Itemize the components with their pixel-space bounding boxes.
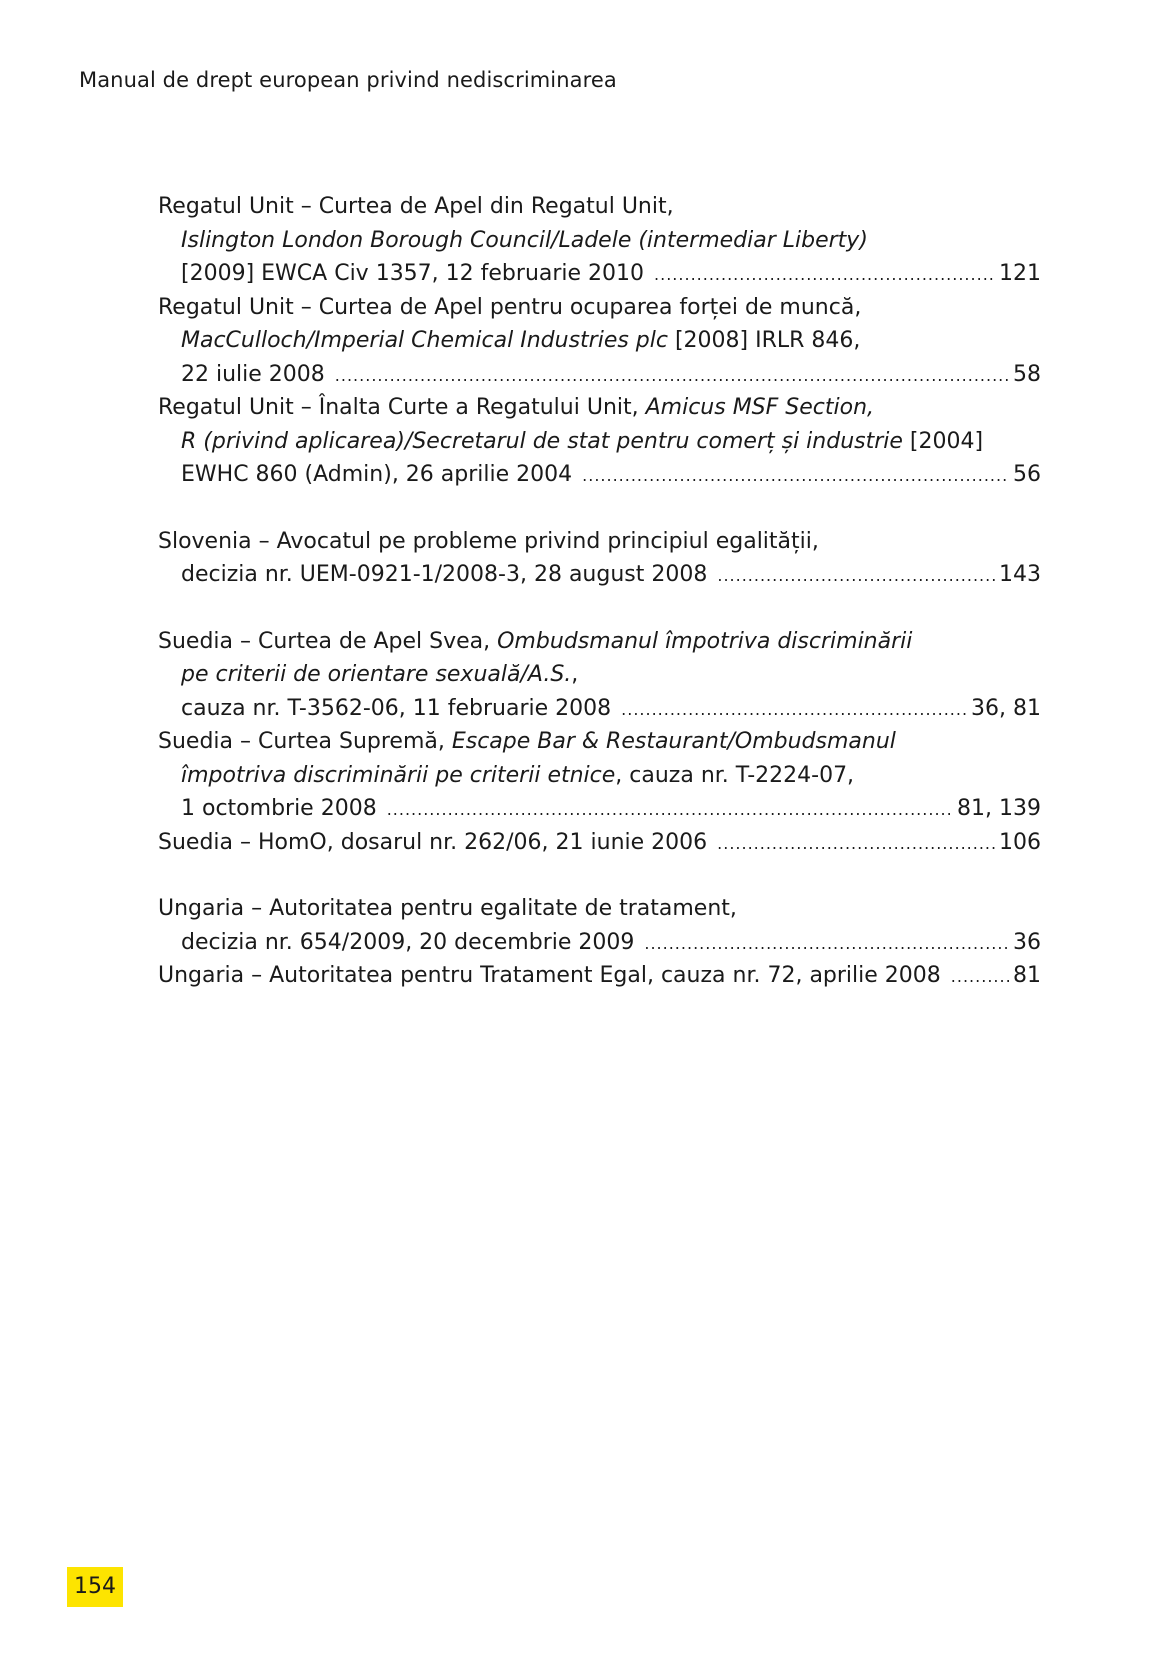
entry-citation: decizia nr. UEM-0921-1/2008-3, 28 august 2008 <box>181 562 708 587</box>
entry-citation-line <box>158 257 1041 291</box>
entry-punctuation: , <box>571 662 579 687</box>
entry-case-name: pe criterii de orientare sexuală/A.S. <box>181 662 572 687</box>
index-entry <box>158 525 1041 592</box>
dot-leader <box>951 960 1009 994</box>
entry-court: Ungaria – Autoritatea pentru Tratament Egal, cauza nr. 72, aprilie 2008 <box>158 963 941 988</box>
country-group-slovenia <box>158 525 1041 592</box>
entry-court: Regatul Unit – Curtea de Apel pentru ocuparea forței de muncă, <box>158 294 862 320</box>
entry-case-line <box>158 658 1041 692</box>
index-entry <box>158 625 1041 726</box>
entry-page-ref: 56 <box>1013 462 1041 487</box>
entry-citation-line <box>158 959 1041 993</box>
index-entry <box>158 959 1041 993</box>
dot-leader <box>582 459 1009 493</box>
entry-page-ref: 143 <box>999 562 1041 587</box>
dot-leader <box>644 927 1009 961</box>
dot-leader <box>717 559 995 593</box>
entry-page-ref: 58 <box>1013 361 1041 387</box>
entry-citation: decizia nr. 654/2009, 20 decembrie 2009 <box>181 929 635 955</box>
index-entry <box>158 391 1041 492</box>
entry-case-name: MacCulloch/Imperial Chemical Industries plc <box>181 328 668 353</box>
case-index-list <box>158 190 1041 993</box>
entry-date: 1 octombrie 2008 <box>181 796 377 821</box>
entry-case-name: Amicus MSF Section, <box>645 395 875 420</box>
entry-court-line <box>158 725 1041 759</box>
entry-case-name: Ombudsmanul împotriva discriminării <box>497 628 913 654</box>
entry-case-name: R (privind aplicarea)/Secretarul de stat pentru comerț și industrie <box>181 428 903 454</box>
entry-citation: [2008] IRLR 846, <box>667 328 861 353</box>
running-header: Manual de drept european privind nediscriminarea <box>79 68 617 92</box>
index-entry <box>158 892 1041 959</box>
entry-citation-line <box>158 458 1041 492</box>
entry-page-ref: 36, 81 <box>971 695 1041 721</box>
entry-page-ref: 36 <box>1013 929 1041 955</box>
entry-court: Ungaria – Autoritatea pentru egalitate de tratament, <box>158 896 737 921</box>
entry-citation-line <box>158 692 1041 726</box>
entry-page-ref: 121 <box>999 261 1041 286</box>
entry-case-name: Escape Bar & Restaurant/Ombudsmanul <box>451 729 896 754</box>
entry-court-line <box>158 625 1041 659</box>
index-entry <box>158 190 1041 291</box>
dot-leader <box>654 258 995 292</box>
entry-court: Suedia – HomO, dosarul nr. 262/06, 21 iunie 2006 <box>158 829 708 855</box>
dot-leader <box>387 793 953 827</box>
index-entry <box>158 725 1041 826</box>
entry-court: Suedia – Curtea Supremă, <box>158 729 452 754</box>
entry-date: 22 iulie 2008 <box>181 361 325 387</box>
entry-case-name: Islington London Borough Council/Ladele (intermediar Liberty) <box>181 227 868 253</box>
entry-citation-line <box>158 558 1041 592</box>
entry-citation-line <box>158 358 1041 392</box>
entry-citation-line <box>158 826 1041 860</box>
entry-citation: cauza nr. T-3562-06, 11 februarie 2008 <box>181 695 612 721</box>
entry-case-line <box>158 425 1041 459</box>
country-group-hungary <box>158 892 1041 993</box>
entry-page-ref: 81 <box>1013 963 1041 988</box>
entry-page-ref: 81, 139 <box>957 796 1041 821</box>
entry-court-line <box>158 391 1041 425</box>
country-group-sweden <box>158 625 1041 860</box>
entry-citation-line <box>158 792 1041 826</box>
dot-leader <box>335 359 1009 393</box>
entry-court: Slovenia – Avocatul pe probleme privind principiul egalității, <box>158 528 819 554</box>
index-entry <box>158 826 1041 860</box>
entry-citation: EWHC 860 (Admin), 26 aprilie 2004 <box>181 462 573 487</box>
dot-leader <box>717 827 995 861</box>
country-group-uk <box>158 190 1041 492</box>
entry-citation: [2009] EWCA Civ 1357, 12 februarie 2010 <box>181 261 645 286</box>
entry-court: Suedia – Curtea de Apel Svea, <box>158 628 498 654</box>
entry-court: Regatul Unit – Curtea de Apel din Regatul Unit, <box>158 194 674 219</box>
entry-page-ref: 106 <box>999 829 1041 855</box>
entry-citation: [2004] <box>902 428 984 454</box>
entry-court: Regatul Unit – Înalta Curte a Regatului Unit, <box>158 395 646 420</box>
dot-leader <box>621 693 967 727</box>
entry-citation-line <box>158 926 1041 960</box>
entry-case-name: împotriva discriminării pe criterii etnice <box>181 762 616 788</box>
entry-citation: , cauza nr. T-2224-07, <box>615 762 855 788</box>
page-number-badge: 154 <box>67 1567 123 1607</box>
entry-case-line <box>158 759 1041 793</box>
index-entry <box>158 291 1041 392</box>
entry-case-line <box>158 324 1041 358</box>
